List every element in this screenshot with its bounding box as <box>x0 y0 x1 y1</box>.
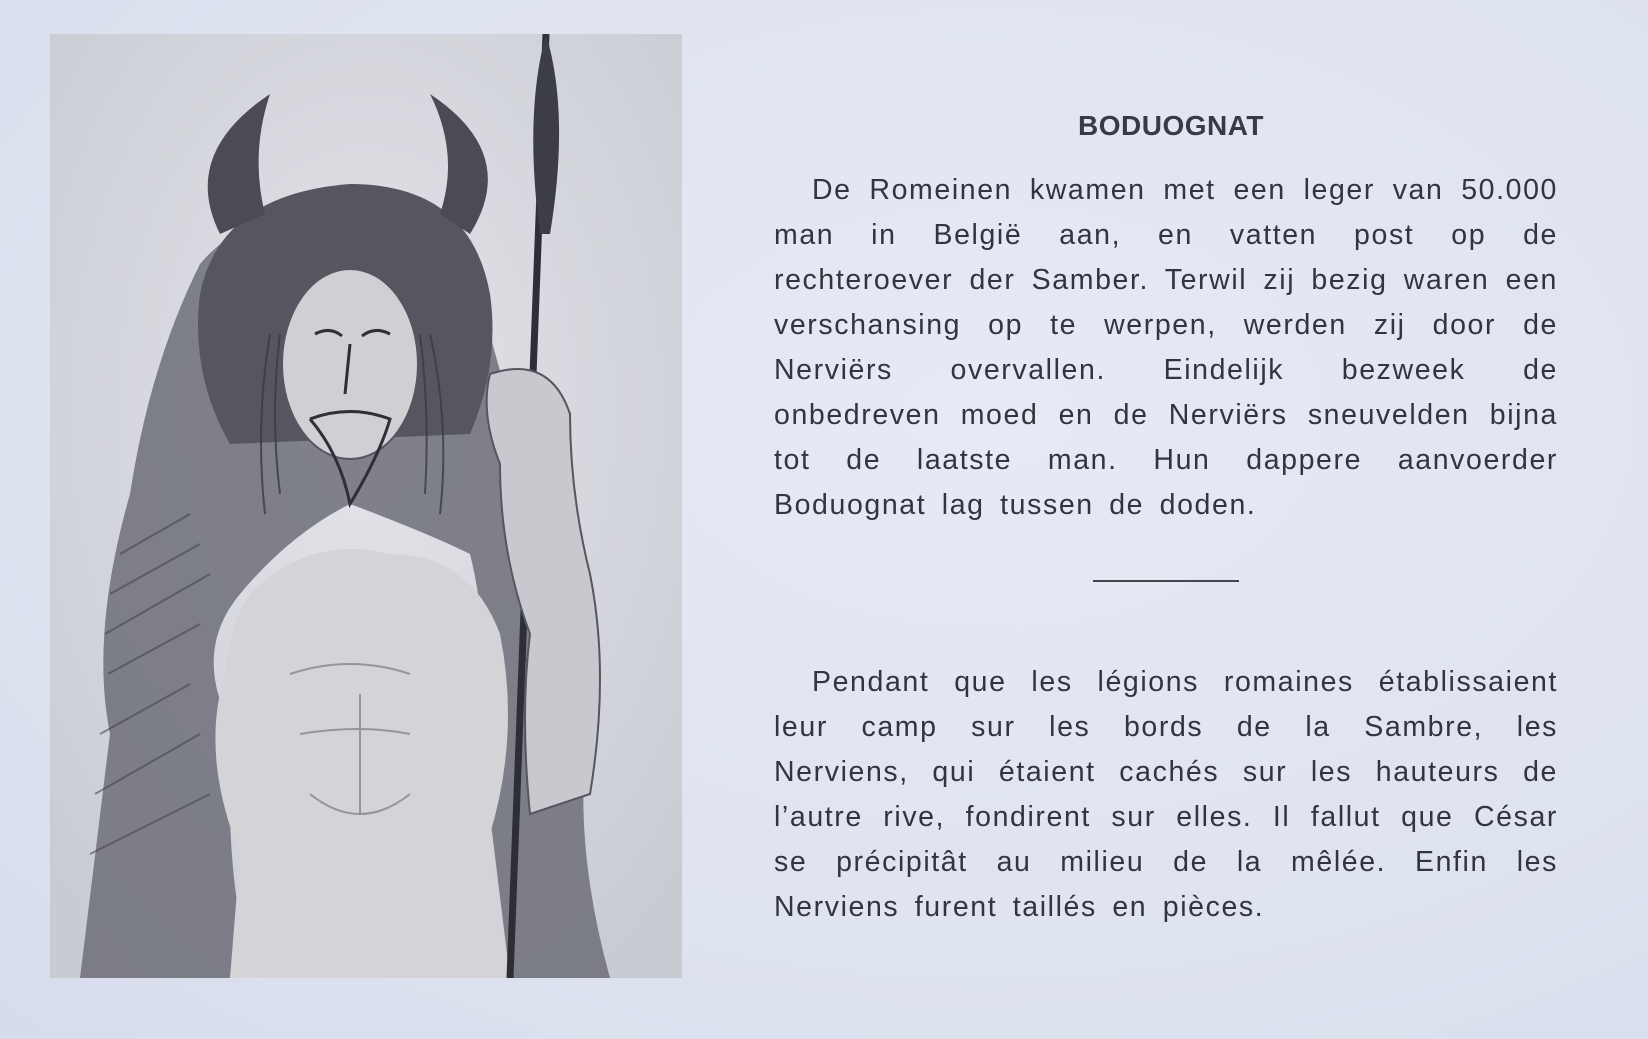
divider <box>1093 580 1239 582</box>
warrior-portrait-icon <box>50 34 682 978</box>
text-column <box>774 110 1558 930</box>
paragraph-dutch: De Romeinen kwamen met een leger van 50.000 man in België aan, en vatten post op de rechteroever der Samber. Terwil zij bezig waren een verschansing op te werpen, werden zij door de Nerviërs overvallen. Eindelijk bezweek de onbedreven moed en de Nerviërs sneuvelden bijna tot de laatste man. Hun dappere aanvoerder Boduognat lag tussen de doden. <box>774 174 1558 521</box>
page-title: BODUOGNAT <box>1078 110 1264 141</box>
paragraph-french: Pendant que les légions romaines établissaient leur camp sur les bords de la Sambre, les Nerviens, qui étaient cachés sur les hauteurs de l’autre rive, fondirent sur elles. Il fallut que César se précipitât au milieu de la mêlée. Enfin les Nerviens furent taillés en pièces. <box>774 666 1558 923</box>
